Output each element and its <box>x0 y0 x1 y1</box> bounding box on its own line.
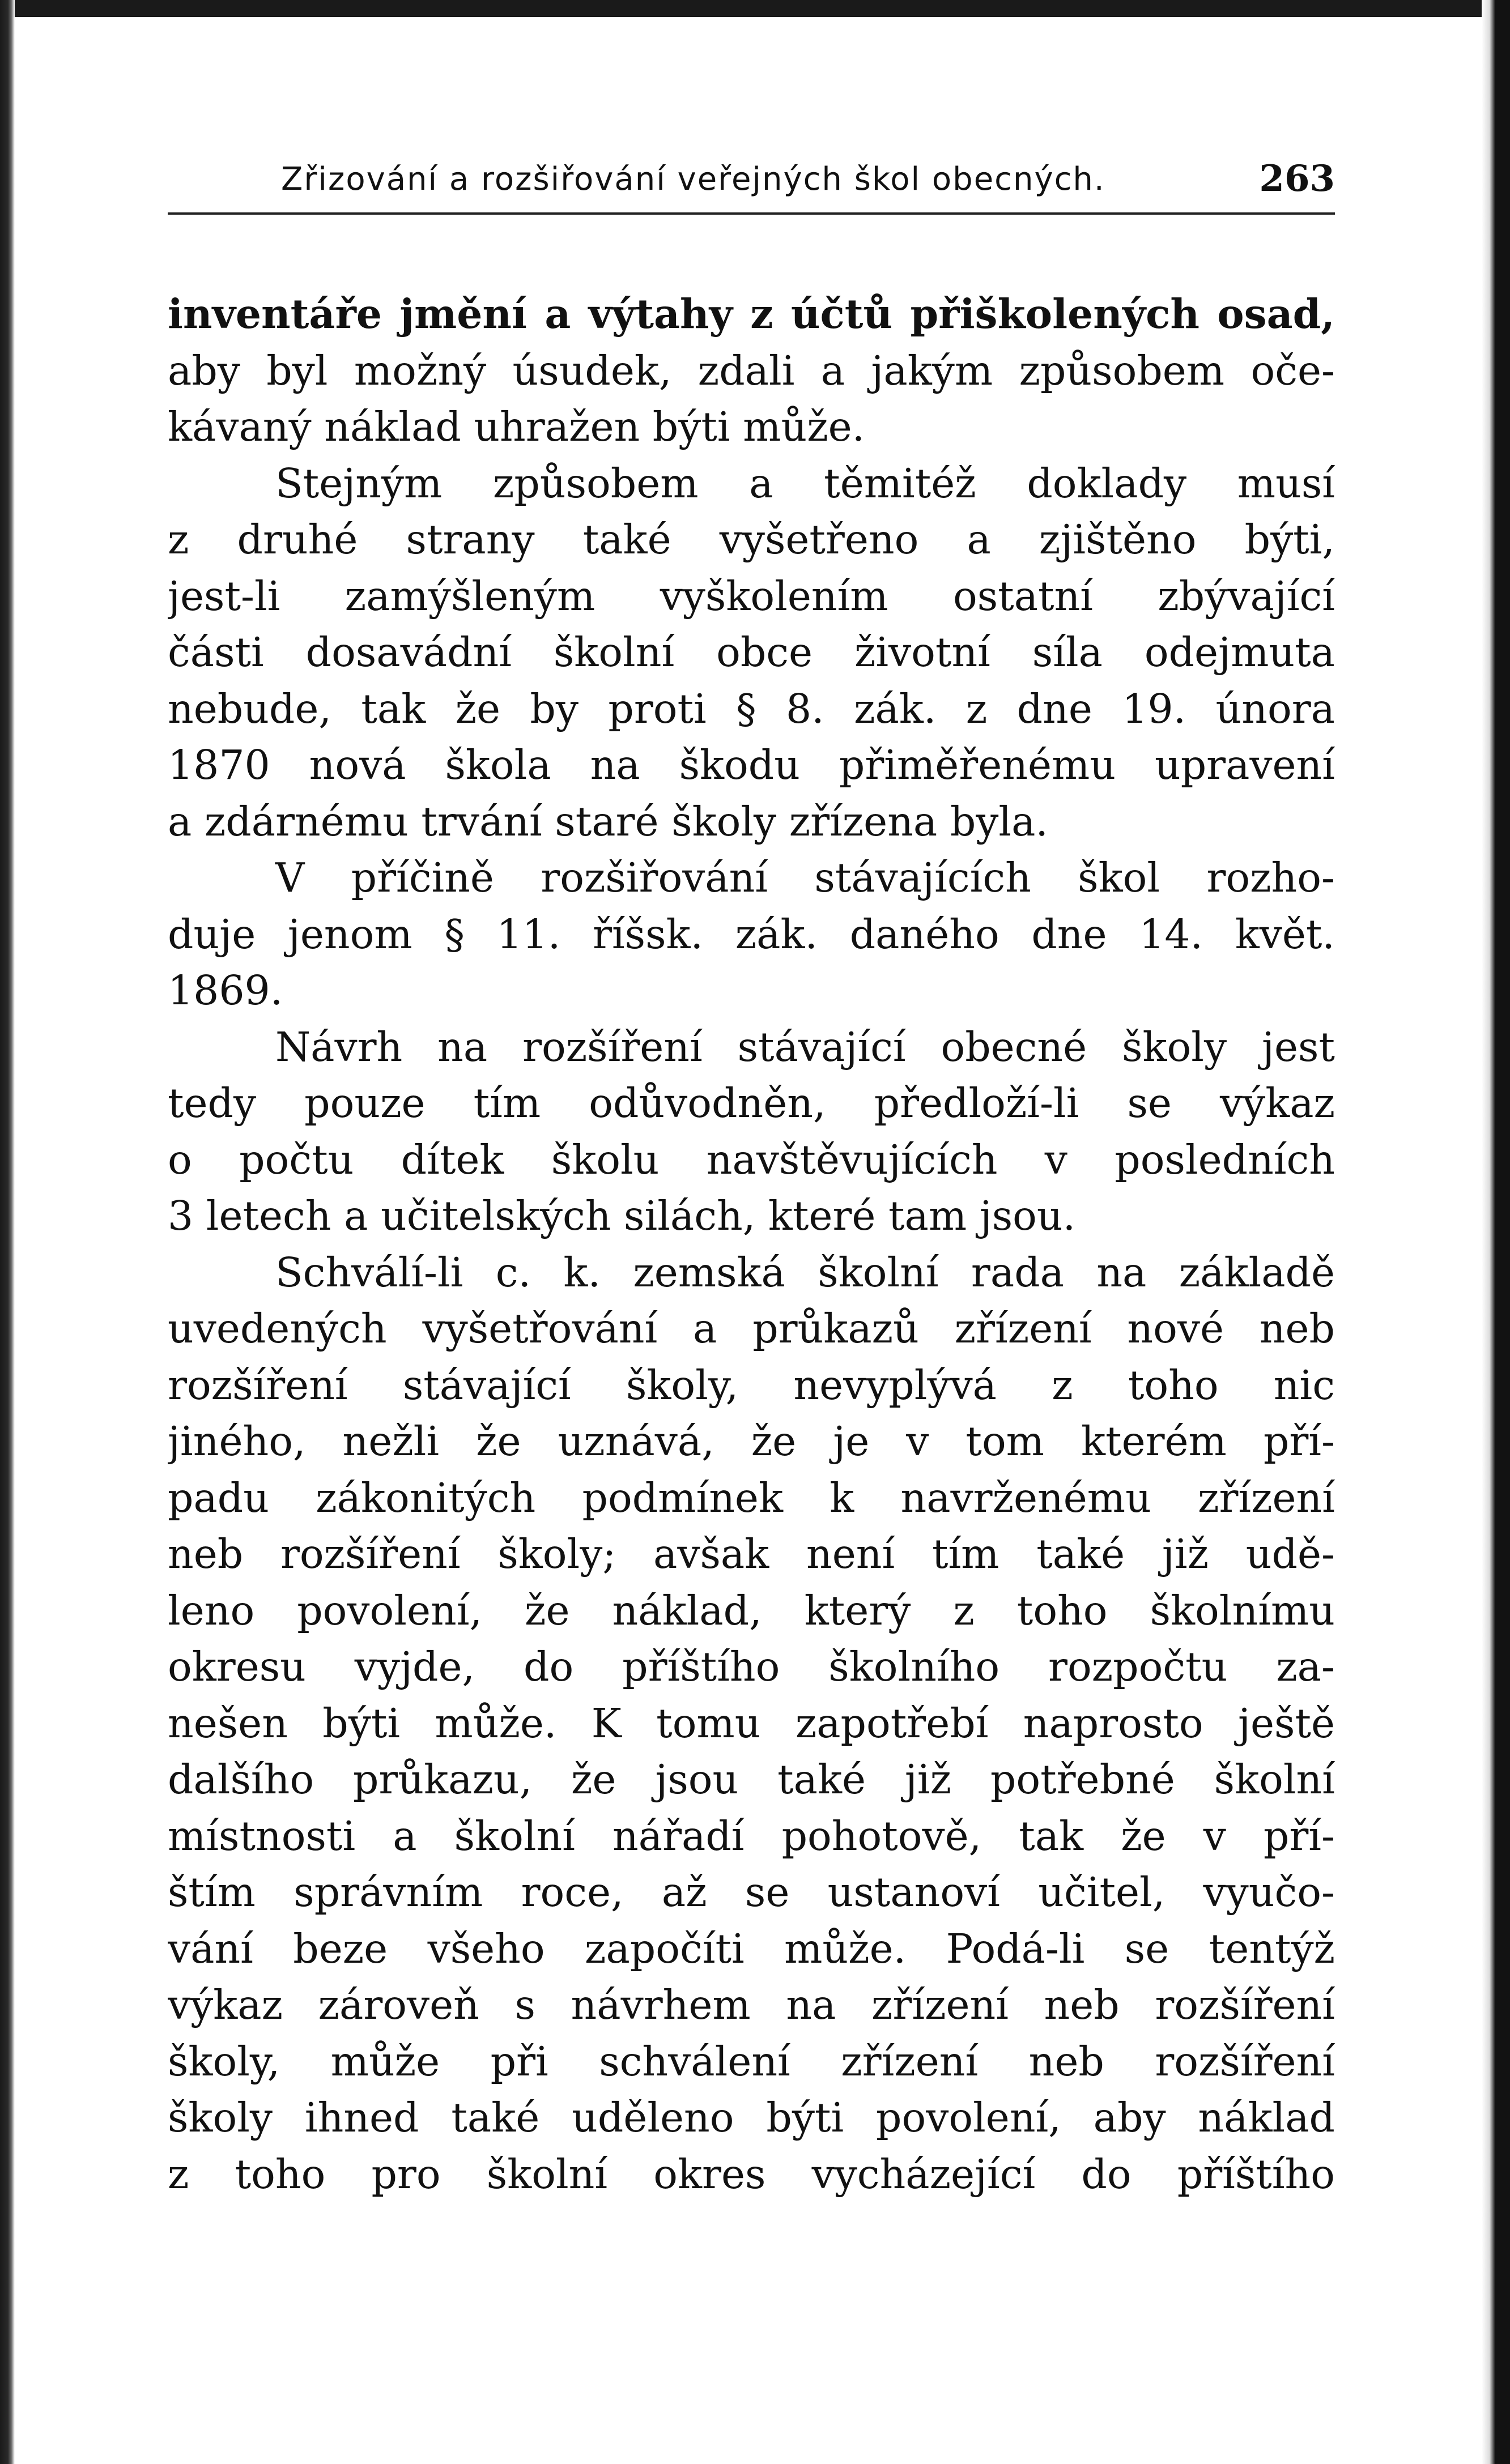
text-line: 1869. <box>168 967 283 1014</box>
text-line: Stejným způsobem a těmitéž doklady musí <box>275 459 1335 507</box>
text-line: nebude, tak že by proti § 8. zák. z dne 19. února <box>168 685 1335 732</box>
book-page <box>168 0 1335 2464</box>
text-line: aby byl možný úsudek, zdali a jakým způsobem oče- <box>168 347 1335 394</box>
text-line: části dosavádní školní obce životní síla odejmuta <box>168 629 1335 676</box>
text-line: nešen býti může. K tomu zapotřebí naprosto ještě <box>168 1699 1335 1747</box>
text-line: jiného, nežli že uznává, že je v tom kterém pří- <box>168 1418 1335 1465</box>
text-line: V příčině rozšiřování stávajících škol rozho- <box>275 854 1335 901</box>
text-line: padu zákonitých podmínek k navrženému zřízení <box>168 1474 1335 1521</box>
text-line: uvedených vyšetřování a průkazů zřízení nové neb <box>168 1305 1335 1352</box>
text-line: rozšíření stávající školy, nevyplývá z toho nic <box>168 1361 1335 1409</box>
text-line: výkaz zároveň s návrhem na zřízení neb rozšíření <box>168 1981 1335 2028</box>
text-line: 1870 nová škola na škodu přiměřenému upravení <box>168 741 1335 788</box>
running-title: Zřizování a rozšiřování veřejných škol obecných. <box>281 161 1105 198</box>
text-line: Návrh na rozšíření stávající obecné školy jest <box>275 1023 1335 1071</box>
text-line: leno povolení, že náklad, který z toho školnímu <box>168 1587 1335 1634</box>
text-line: Schválí-li c. k. zemská školní rada na základě <box>275 1248 1335 1296</box>
scan-edge-left <box>0 0 15 2464</box>
body-text <box>168 286 1335 2202</box>
text-line: o počtu dítek školu navštěvujících v posledních <box>168 1136 1335 1183</box>
running-head <box>168 154 1335 205</box>
text-line: 3 letech a učitelských silách, které tam jsou. <box>168 1192 1076 1239</box>
page-number: 263 <box>1259 157 1335 200</box>
text-line: tedy pouze tím odůvodněn, předloží-li se výkaz <box>168 1080 1335 1127</box>
text-line: dalšího průkazu, že jsou také již potřebné školní <box>168 1756 1335 1803</box>
text-line: inventáře jmění a výtahy z účtů přiškolených osad, <box>168 290 1335 338</box>
text-line: vání beze všeho započíti může. Podá-li se tentýž <box>168 1925 1335 1972</box>
scan-edge-right <box>1482 0 1510 2464</box>
text-line: školy ihned také uděleno býti povolení, aby náklad <box>168 2094 1335 2141</box>
text-line: neb rozšíření školy; avšak není tím také již udě- <box>168 1531 1335 1578</box>
header-rule <box>168 212 1335 215</box>
text-line: místnosti a školní nářadí pohotově, tak že v pří- <box>168 1812 1335 1860</box>
text-line: a zdárnému trvání staré školy zřízena byla. <box>168 798 1048 845</box>
text-line: z druhé strany také vyšetřeno a zjištěno býti, <box>168 516 1335 563</box>
text-line: školy, může při schválení zřízení neb rozšíření <box>168 2037 1335 2085</box>
text-line: z toho pro školní okres vycházející do příštího <box>168 2150 1335 2198</box>
text-line: štím správním roce, až se ustanoví učitel, vyučo- <box>168 1869 1335 1916</box>
text-line: okresu vyjde, do příštího školního rozpočtu za- <box>168 1643 1335 1690</box>
text-line: duje jenom § 11. říšsk. zák. daného dne 14. květ. <box>168 910 1335 958</box>
text-line: jest-li zamýšleným vyškolením ostatní zbývající <box>168 572 1335 620</box>
text-line: kávaný náklad uhražen býti může. <box>168 403 865 450</box>
